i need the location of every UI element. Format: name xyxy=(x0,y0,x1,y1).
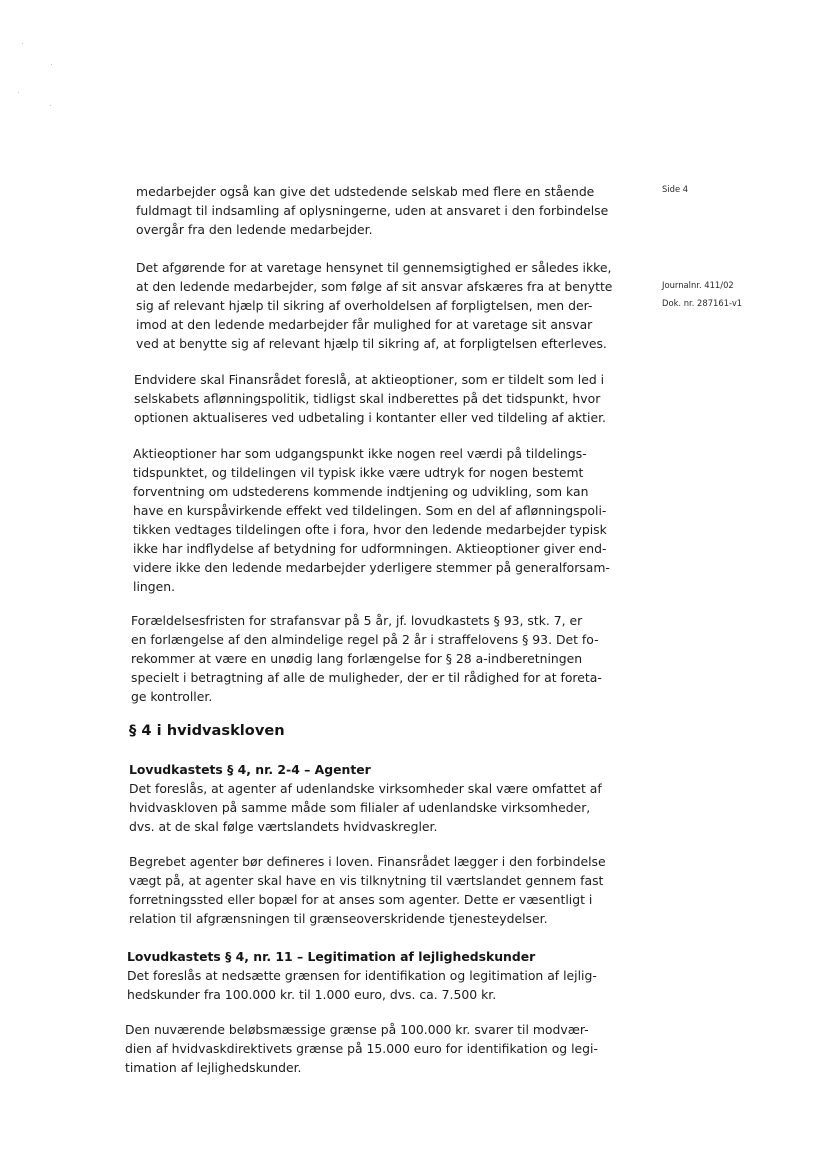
text-line: Det foreslås at nedsætte grænsen for identifikation og legitimation af lejlig- xyxy=(127,968,597,983)
text-line: Det afgørende for at varetage hensynet til gennemsigtighed er således ikke, xyxy=(136,260,612,275)
paragraph xyxy=(136,182,608,239)
section-heading: § 4 i hvidvaskloven xyxy=(129,722,285,739)
text-line: vægt på, at agenter skal have en vis tilknytning til værtslandet gennem fast xyxy=(129,873,604,888)
text-line: specielt i betragtning af alle de muligheder, der er til rådighed for at foreta- xyxy=(131,670,602,685)
text-line: Den nuværende beløbsmæssige grænse på 100.000 kr. svarer til modvær- xyxy=(125,1022,589,1037)
paragraph xyxy=(134,370,606,427)
text-line: fuldmagt til indsamling af oplysningerne, uden at ansvaret i den forbindelse xyxy=(136,203,609,218)
text-line: at den ledende medarbejder, som følge af sit ansvar afskæres fra at benytte xyxy=(136,279,613,294)
text-line: forventning om udstederens kommende indtjening og udvikling, som kan xyxy=(133,484,589,499)
text-line: have en kurspåvirkende effekt ved tildelingen. Som en del af aflønningspoli- xyxy=(133,503,607,518)
journal-number: Journalnr. 411/02 xyxy=(662,280,734,290)
text-line: en forlængelse af den almindelige regel på 2 år i straffelovens § 93. Det fo- xyxy=(131,632,599,647)
text-line: Aktieoptioner har som udgangspunkt ikke nogen reel værdi på tildelings- xyxy=(133,446,587,461)
text-line: forretningssted eller bopæl for at anses som agenter. Dette er væsentligt i xyxy=(129,892,593,907)
text-line: tidspunktet, og tildelingen vil typisk ikke være udtryk for nogen bestemt xyxy=(133,465,584,480)
text-line: hvidvaskloven på samme måde som filialer af udenlandske virksomheder, xyxy=(129,800,591,815)
text-line: medarbejder også kan give det udstedende selskab med flere en stående xyxy=(136,184,595,199)
text-line: optionen aktualiseres ved udbetaling i kontanter eller ved tildeling af aktier. xyxy=(134,410,606,425)
text-line: ikke har indflydelse af betydning for udformningen. Aktieoptioner giver end- xyxy=(133,541,607,556)
text-line: sig af relevant hjælp til sikring af overholdelsen af forpligtelsen, men der- xyxy=(136,298,593,313)
text-line: Det foreslås, at agenter af udenlandske virksomheder skal være omfattet af xyxy=(129,781,602,796)
text-line: dvs. at de skal følge værtslandets hvidvaskregler. xyxy=(129,819,438,834)
text-line: rekommer at være en unødig lang forlængelse for § 28 a-indberetningen xyxy=(131,651,583,666)
paragraph xyxy=(136,258,612,353)
subsection-heading: Lovudkastets § 4, nr. 11 – Legitimation af lejlighedskunder xyxy=(127,949,536,964)
subsection xyxy=(129,760,602,836)
text-line: imod at den ledende medarbejder får mulighed for at varetage sit ansvar xyxy=(136,317,593,332)
paragraph xyxy=(129,852,606,928)
text-line: timation af lejlighedskunder. xyxy=(125,1060,302,1075)
text-line: ved at benytte sig af relevant hjælp til sikring af, at forpligtelsen efterleves. xyxy=(136,336,607,351)
document-number: Dok. nr. 287161-v1 xyxy=(662,298,743,308)
text-line: Begrebet agenter bør defineres i loven. Finansrådet lægger i den forbindelse xyxy=(129,854,606,869)
text-line: relation til afgrænsningen til grænseoverskridende tjenesteydelser. xyxy=(129,911,548,926)
text-line: Endvidere skal Finansrådet foreslå, at aktieoptioner, som er tildelt som led i xyxy=(134,372,605,387)
text-line: ge kontroller. xyxy=(131,689,213,704)
paragraph xyxy=(133,444,610,596)
text-line: tikken vedtages tildelingen ofte i fora, hvor den ledende medarbejder typisk xyxy=(133,522,607,537)
text-line: overgår fra den ledende medarbejder. xyxy=(136,222,373,237)
text-line: Forældelsesfristen for strafansvar på 5 år, jf. lovudkastets § 93, stk. 7, er xyxy=(131,613,583,628)
subsection xyxy=(127,947,597,1004)
page-number: Side 4 xyxy=(662,184,689,194)
paragraph xyxy=(131,611,602,706)
text-line: dien af hvidvaskdirektivets grænse på 15.000 euro for identifikation og legi- xyxy=(125,1041,598,1056)
text-line: videre ikke den ledende medarbejder yderligere stemmer på generalforsam- xyxy=(133,560,610,575)
text-line: selskabets aflønningspolitik, tidligst skal indberettes på det tidspunkt, hvor xyxy=(134,391,601,406)
paragraph xyxy=(125,1020,598,1077)
text-line: lingen. xyxy=(133,579,176,594)
subsection-heading: Lovudkastets § 4, nr. 2-4 – Agenter xyxy=(129,762,371,777)
text-line: hedskunder fra 100.000 kr. til 1.000 euro, dvs. ca. 7.500 kr. xyxy=(127,987,497,1002)
